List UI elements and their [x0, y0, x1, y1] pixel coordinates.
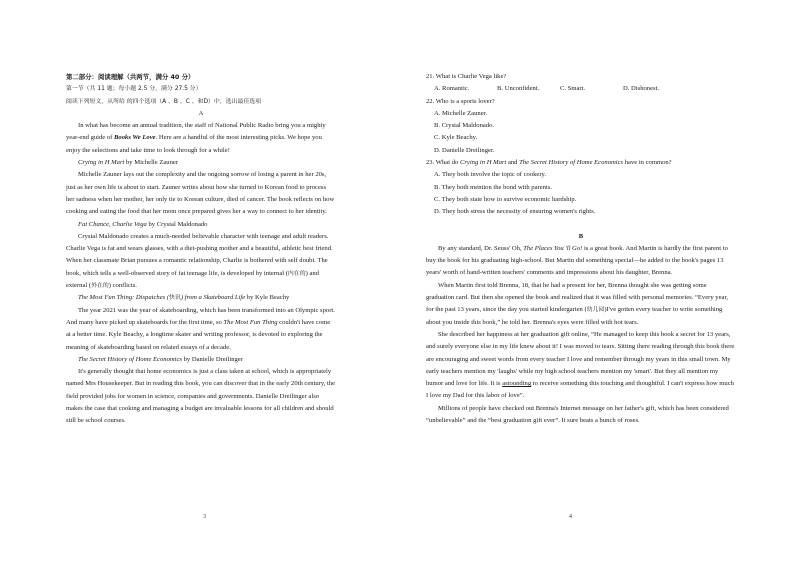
left-column [66, 71, 336, 428]
para1-text-2: is a great book. And Martin is hardly the first parent to buy the book for his graduating high-school. But Martin did something special—he added to the book's pages 13 years' worth of hand-written teachers' comments and impressions about his daughter, Brenna. [426, 244, 728, 277]
para1-book-title: The Places You 'll Go! [523, 244, 583, 252]
question-21-options [426, 83, 736, 95]
book1-text: Michelle Zauner lays out the complexity and the ongoing sorrow of losing a parent in her 20s, just as her own life is about to start. Zauner writes about how she turned to Korean food to process her sadness when her mother, her only tie to Korean culture, died of cancer. The book reflects on how cooking and eating the food that her mom once prepared gives her a way to connect to her identity. [66, 171, 335, 216]
book1-title: Crying in H Mart [78, 159, 125, 167]
q21-option-a: A. Romantic. [434, 85, 470, 93]
passage-b-paragraph-2 [426, 280, 736, 329]
intro-book-title: Books We Love [114, 134, 156, 142]
book2-cjk-1: 内在的 [287, 270, 306, 277]
para3-text-1: She described her happiness at her graduation gift online, “He managed to keep this book a secret for 13 years, and surely everyone else in my life knew about it! I was moved to tears. Sitting there reading through this book there are encouraging and sweet words from every teacher I love and remember through my years in this small town. My early teachers mention my 'laughs' while my high school teachers mention my 'smart'. But they all mention my humor and love for life. It is [426, 330, 735, 388]
book4-text: It's generally thought that home economics is just a class taken at school, which is appropriately named Mrs Housekeeper. But in reading this book, you can discover that in the early 20th century, the field provided jobs for women in science, companies and governments. Danielle Dreilinger also makes the case that cooking and managing a budget are invaluable lessons for all children and should still be school courses. [66, 368, 336, 425]
book4-title: The Secret History of Home Economics [78, 355, 182, 363]
book3-author: by Kyle Beachy [245, 294, 290, 302]
intro-text-1: In what has become an annual tradition, the staff of National Public Radio bring you a mighty year-end guide of [66, 122, 326, 142]
q23-option-c: C. They both state how to survive economic hardship. [434, 195, 577, 203]
passage-b-paragraph-1 [426, 243, 736, 280]
book2-text-2: ) and external ( [66, 269, 319, 290]
instruction: 阅读下列短文，从所给 的四个选项（A 、B 、C 、和D）中，选出最佳选项 [66, 98, 262, 105]
right-column [426, 71, 736, 427]
passage-b-paragraph-3 [426, 329, 736, 403]
book3-text-2: couldn't have come at a better time. Kyle Beachy, a longtime skater and writing professor, is devoted to exploring the meaning of skateboarding based on related essays of a decade. [66, 318, 331, 351]
intro-paragraph [66, 120, 336, 157]
book2-author: by Crystal Maldonado [146, 220, 208, 228]
book4-heading [66, 354, 336, 366]
book2-title: Fat Chance, Charlie Vega [78, 220, 147, 228]
q23-title-2: The Secret History of Home Economics [519, 159, 624, 167]
q21-option-b: B. Unconfident. [497, 85, 540, 93]
book3-text [66, 305, 336, 354]
para3-text-2: to receive something this touching and thoughtful. I can't express how much I love my Dad for this labor of love”. [426, 380, 734, 400]
para2-cjk: 幼儿园 [586, 307, 605, 314]
book1-heading [66, 157, 336, 169]
passage-b-paragraph-4: Millions of people have checked out Brenna's Internet message on her father's gift, which has been considered “unbelievable” and the “best graduation gift ever”. It sure beats a bunch of roses. [426, 404, 729, 425]
q23-text-3: have in common? [623, 159, 672, 167]
q23-text-2: and [506, 159, 520, 167]
q22-option-c: C. Kyle Beachy. [434, 134, 478, 142]
para2-text-2: )I've gotten every teacher to write something about you inside this book,” he told her. Brenna's eyes were filled with hot tears. [426, 306, 723, 326]
para3-underlined-word: astounding [502, 380, 532, 388]
q23-text-1: 23. What do [426, 159, 460, 167]
passage-b-label: B [578, 232, 584, 240]
book3-heading [66, 292, 336, 304]
question-22: 22. Who is a sports lover? [426, 97, 495, 105]
passage-a-label: A [198, 109, 204, 117]
q23-option-b: B. They both mention the bond with parents. [434, 183, 553, 191]
para2-text-1: When Martin first told Brenna, 18, that he had a present for her, Brenna thought she was getting some graduation card. But then she opened the book and realized that it was filled with personal memories. “Every year, for the past 13 years, since the day you started kindergarten ( [426, 281, 729, 314]
q21-option-c: C. Smart. [560, 85, 586, 93]
q22-option-d: D. Danielle Dreilinger. [434, 146, 495, 154]
q23-option-a: A. They both involve the topic of cookery. [434, 171, 547, 179]
book1-author: by Michelle Zauner [124, 159, 178, 167]
q22-option-b: B. Crystal Maldonado. [434, 122, 495, 130]
q23-title-1: Crying in H Mart [459, 159, 507, 167]
book3-title-2: ) from a Skateboard Life [180, 294, 246, 302]
q22-option-a: A. Michelle Zauner. [434, 109, 488, 117]
para1-text-1: By any standard, Dr. Seuss' Oh, [438, 244, 524, 252]
intro-text-2: . Here are a handful of the most interesting picks. We hope you enjoy the selections and take time to look through for a while! [66, 134, 322, 154]
q23-option-d: D. They both stress the necessity of ensuring women's rights. [434, 208, 596, 216]
book3-title-1: The Most Fun Thing: Dispatches ( [78, 294, 170, 302]
book2-text [66, 231, 336, 292]
book2-text-1: Crystal Maldonado creates a much-needed believable character with teenage and adult readers. Charlie Vega is fat and wears glasses, with a diet-pushing mother and a beautiful, athletic best friend. When her classmate Brian pursues a romantic relationship, Charlie is bothered with self doubt. The book, which tells a well-observed story of fat teenage life, is developed by internal ( [66, 232, 333, 277]
book3-cjk: 快讯 [169, 295, 181, 302]
right-page [397, 0, 794, 562]
question-21: 21. What is Charlie Vega like? [426, 73, 507, 80]
page-number-right: 4 [569, 514, 572, 520]
book2-cjk-2: 外在的 [91, 283, 109, 290]
page-number-left: 3 [203, 514, 206, 520]
book4-author: by Danielle Dreilinger [181, 355, 243, 363]
book2-text-3: ) conflicts. [108, 282, 137, 290]
book3-inline-title: The Most Fun Thing [223, 318, 278, 326]
spacer [426, 219, 736, 231]
book3-text-1: The year 2021 was the year of skateboarding, which has been transformed into an Olympic sport. And many have picked up skateboards for the first time, so [66, 306, 335, 326]
question-23 [426, 157, 736, 169]
part-title: 第二部分：阅读理解（共两节，满分 40 分） [66, 73, 195, 81]
book2-heading [66, 219, 336, 231]
section-title: 第一节（共 11 题；每小题 2.5 分，满分 27.5 分） [66, 86, 202, 93]
q21-option-d: D. Dishonest. [623, 85, 660, 93]
